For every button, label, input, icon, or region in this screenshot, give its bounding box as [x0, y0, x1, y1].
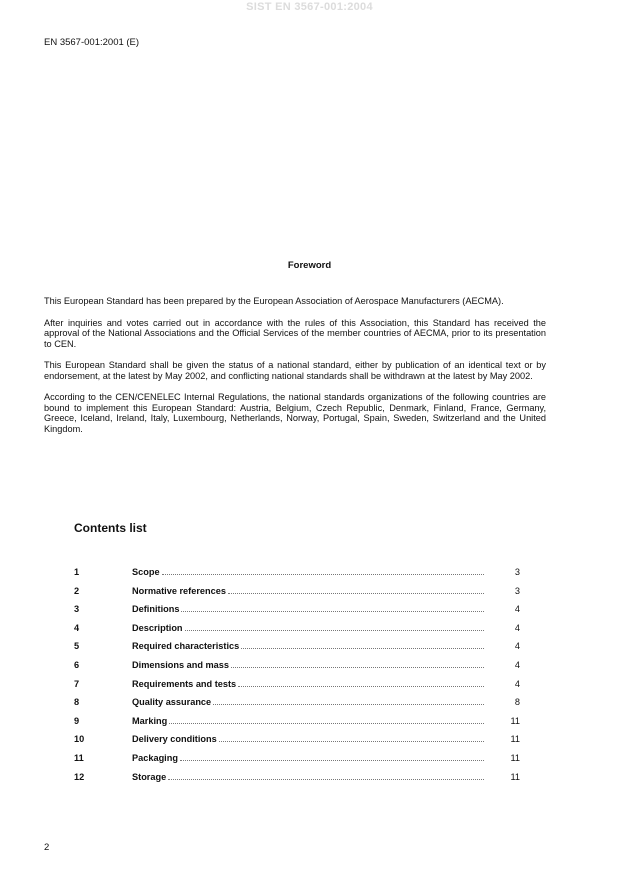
toc-number: 8: [74, 697, 80, 708]
toc-title: Normative references: [132, 585, 226, 596]
toc-title: Storage: [132, 771, 167, 782]
toc-title: Quality assurance: [132, 697, 212, 708]
toc-leader: [168, 778, 484, 780]
toc-leader: [228, 592, 484, 594]
toc-title: Requirements and tests: [132, 678, 237, 689]
toc-title: Description: [132, 622, 183, 633]
toc-title: Marking: [132, 715, 168, 726]
foreword-body: [44, 296, 546, 445]
toc-leader: [185, 629, 484, 631]
toc-title: Scope: [132, 567, 160, 577]
toc-entry: [74, 679, 520, 698]
toc-entry: [74, 697, 520, 716]
foreword-paragraph: After inquiries and votes carried out in accordance with the rules of this Association, this Standard has received the approval of the National Associations and the Official Services of the member countries of AECMA, prior to its presentation to CEN.: [44, 317, 546, 349]
toc-number: 4: [74, 622, 80, 633]
toc-leader: [238, 685, 484, 687]
toc-entry: [74, 716, 520, 735]
contents-heading: Contents list: [74, 521, 147, 535]
toc-number: 9: [74, 715, 80, 726]
contents-list: [74, 567, 520, 790]
toc-entry: [74, 623, 520, 642]
toc-title: Dimensions and mass: [132, 659, 230, 670]
toc-leader: [180, 759, 484, 761]
foreword-paragraph: This European Standard has been prepared by the European Association of Aerospace Manufacturers (AECMA).: [44, 296, 504, 306]
toc-entry: [74, 641, 520, 660]
document-code: EN 3567-001:2001 (E): [44, 37, 140, 48]
toc-number: 12: [74, 771, 85, 782]
toc-title: Delivery conditions: [132, 734, 217, 745]
foreword-title: Foreword: [287, 260, 332, 271]
toc-page: 4: [514, 622, 520, 633]
foreword-paragraph: According to the CEN/CENELEC Internal Regulations, the national standards organizations of the following countries are bound to implement this European Standard: Austria, Belgium, Czech Republic, Denmark, Finland, France, Germany, Greece, Iceland, Ireland, Italy, Luxembourg, Netherlands, Norway, Portugal, Spain, Sweden, Switzerland and the United Kingdom.: [44, 392, 546, 434]
foreword-paragraph: This European Standard shall be given the status of a national standard, either by publication of an identical text or by endorsement, at the latest by May 2002, and conflicting national standards shall be withdrawn at the latest by May 2002.: [44, 360, 546, 381]
toc-page: 11: [510, 752, 520, 763]
toc-number: 11: [74, 752, 84, 763]
toc-title: Packaging: [132, 752, 178, 763]
toc-number: 3: [74, 604, 80, 615]
toc-page: 4: [514, 641, 520, 652]
toc-page: 3: [514, 585, 520, 596]
toc-page: 3: [514, 567, 520, 577]
toc-number: 6: [74, 659, 80, 670]
toc-number: 2: [74, 585, 80, 596]
toc-page: 4: [514, 604, 520, 615]
toc-entry: [74, 734, 520, 753]
toc-number: 1: [74, 567, 80, 577]
toc-page: 11: [510, 734, 520, 745]
toc-leader: [219, 740, 484, 742]
page-number: 2: [44, 842, 50, 853]
toc-number: 5: [74, 641, 80, 652]
toc-leader: [162, 573, 484, 575]
toc-leader: [241, 647, 484, 649]
toc-page: 11: [510, 771, 520, 782]
toc-entry: [74, 772, 520, 791]
watermark: SIST EN 3567-001:2004: [246, 1, 373, 13]
toc-page: 8: [514, 697, 520, 708]
toc-number: 10: [74, 734, 85, 745]
toc-title: Definitions: [132, 604, 180, 615]
toc-page: 11: [510, 715, 520, 726]
toc-number: 7: [74, 678, 80, 689]
toc-leader: [169, 722, 484, 724]
toc-entry: [74, 753, 520, 772]
toc-leader: [231, 666, 484, 668]
toc-entry: [74, 586, 520, 605]
toc-entry: [74, 567, 520, 586]
toc-page: 4: [514, 678, 520, 689]
toc-leader: [181, 610, 484, 612]
toc-title: Required characteristics: [132, 641, 240, 652]
toc-leader: [213, 703, 484, 705]
toc-entry: [74, 604, 520, 623]
toc-page: 4: [514, 659, 520, 670]
toc-entry: [74, 660, 520, 679]
